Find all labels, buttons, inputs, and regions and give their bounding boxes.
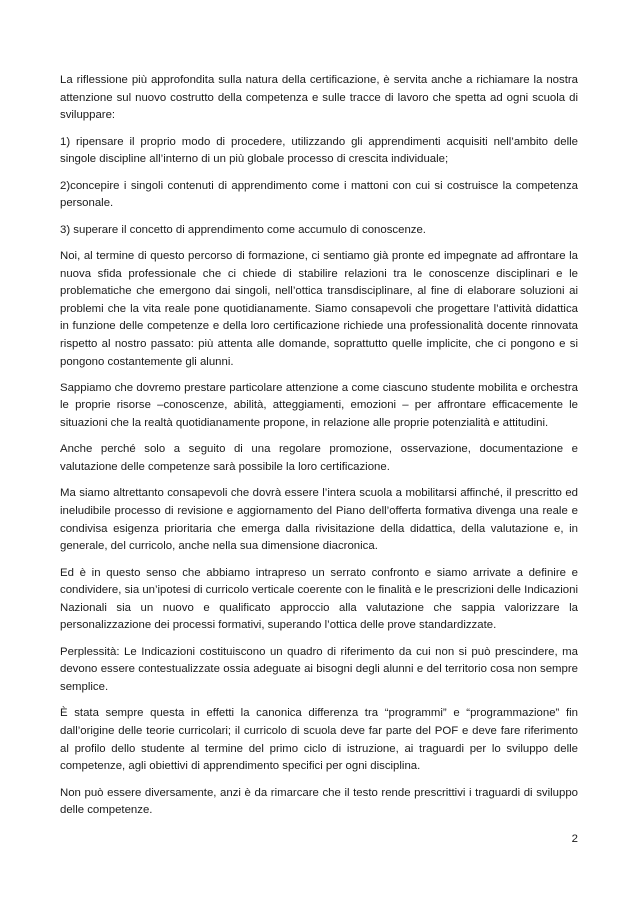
paragraph-whole-school: Ma siamo altrettanto consapevoli che dovrà essere l’intera scuola a mobilitarsi affinché, il prescritto ed ineludibile processo di revisione e aggiornamento del Piano dell’offerta formativa divenga una reale e condivisa esigenza prioritaria che emerga dalla rivisitazione della didattica, della valutazione e, in generale, del curricolo, anche nella sua dimensione diacronica. [60, 487, 578, 553]
paragraph-point-2: 2)concepire i singoli contenuti di apprendimento come i mattoni con cui si costruisce la competenza personale. [60, 179, 578, 210]
paragraph-intro: La riflessione più approfondita sulla natura della certificazione, è servita anche a richiamare la nostra attenzione sul nuovo costrutto della competenza e sulle tracce di lavoro che spetta ad ogni scuola di sviluppare: [60, 74, 578, 122]
paragraph-certification: Anche perché solo a seguito di una regolare promozione, osservazione, documentazione e valutazione delle competenze sarà possibile la loro certificazione. [60, 443, 578, 474]
paragraph-point-1: 1) ripensare il proprio modo di procedere, utilizzando gli apprendimenti acquisiti nell’ambito delle singole discipline all’interno di un più globale processo di crescita individuale; [60, 135, 578, 166]
body-text [60, 72, 578, 829]
paragraph-conclusion: Non può essere diversamente, anzi è da rimarcare che il testo rende prescrittivi i traguardi di sviluppo delle competenze. [60, 786, 578, 817]
paragraph-vertical-curriculum: Ed è in questo senso che abbiamo intrapreso un serrato confronto e siamo arrivate a definire e condividere, sia un’ipotesi di curricolo verticale coerente con le finalità e le prescrizioni delle Indicazioni Nazionali sia un nuovo e qualificato approccio alla valutazione che sappia valorizzare la personalizzazione dei processi formativi, superando l’ottica delle prove standardizzate. [60, 566, 578, 632]
paragraph-new-challenge: Noi, al termine di questo percorso di formazione, ci sentiamo già pronte ed impegnate ad affrontare la nuova sfida professionale che ci chiede di stabilire relazioni tra le conoscenze disciplinari e le problematiche che emergono dai singoli, nell’ottica transdisciplinare, al fine di elaborare soluzioni ai problemi che la vita reale pone quotidianamente. Siamo consapevoli che progettare l’attività didattica in funzione delle competenze e della loro certificazione richiede una professionalità docente rinnovata rispetto al nostro passato: più attenta alle domande, soprattutto quelle implicite, che ci pongono e si pongono costantemente gli alunni. [60, 249, 578, 368]
paragraph-point-3: 3) superare il concetto di apprendimento come accumulo di conoscenze. [60, 223, 426, 236]
paragraph-perplexity: Perplessità: Le Indicazioni costituiscono un quadro di riferimento da cui non si può prescindere, ma devono essere contestualizzate ossia adeguate ai bisogni degli alunni e del territorio cosa non sempre semplice. [60, 645, 578, 693]
page-number: 2 [571, 833, 578, 845]
paragraph-programs: È stata sempre questa in effetti la canonica differenza tra “programmi” e “programmazione” fin dall’origine delle teorie curricolari; il curricolo di scuola deve far parte del POF e deve fare riferimento al profilo dello studente al termine del primo ciclo di istruzione, ai traguardi per lo sviluppo delle competenze, agli obiettivi di apprendimento specifici per ogni disciplina. [60, 707, 578, 773]
paragraph-student-resources: Sappiamo che dovremo prestare particolare attenzione a come ciascuno studente mobilita e orchestra le proprie risorse –conoscenze, abilità, atteggiamenti, emozioni – per affrontare efficacemente le situazioni che la realtà quotidianamente propone, in relazione alle proprie potenzialità e attitudini. [60, 381, 578, 430]
